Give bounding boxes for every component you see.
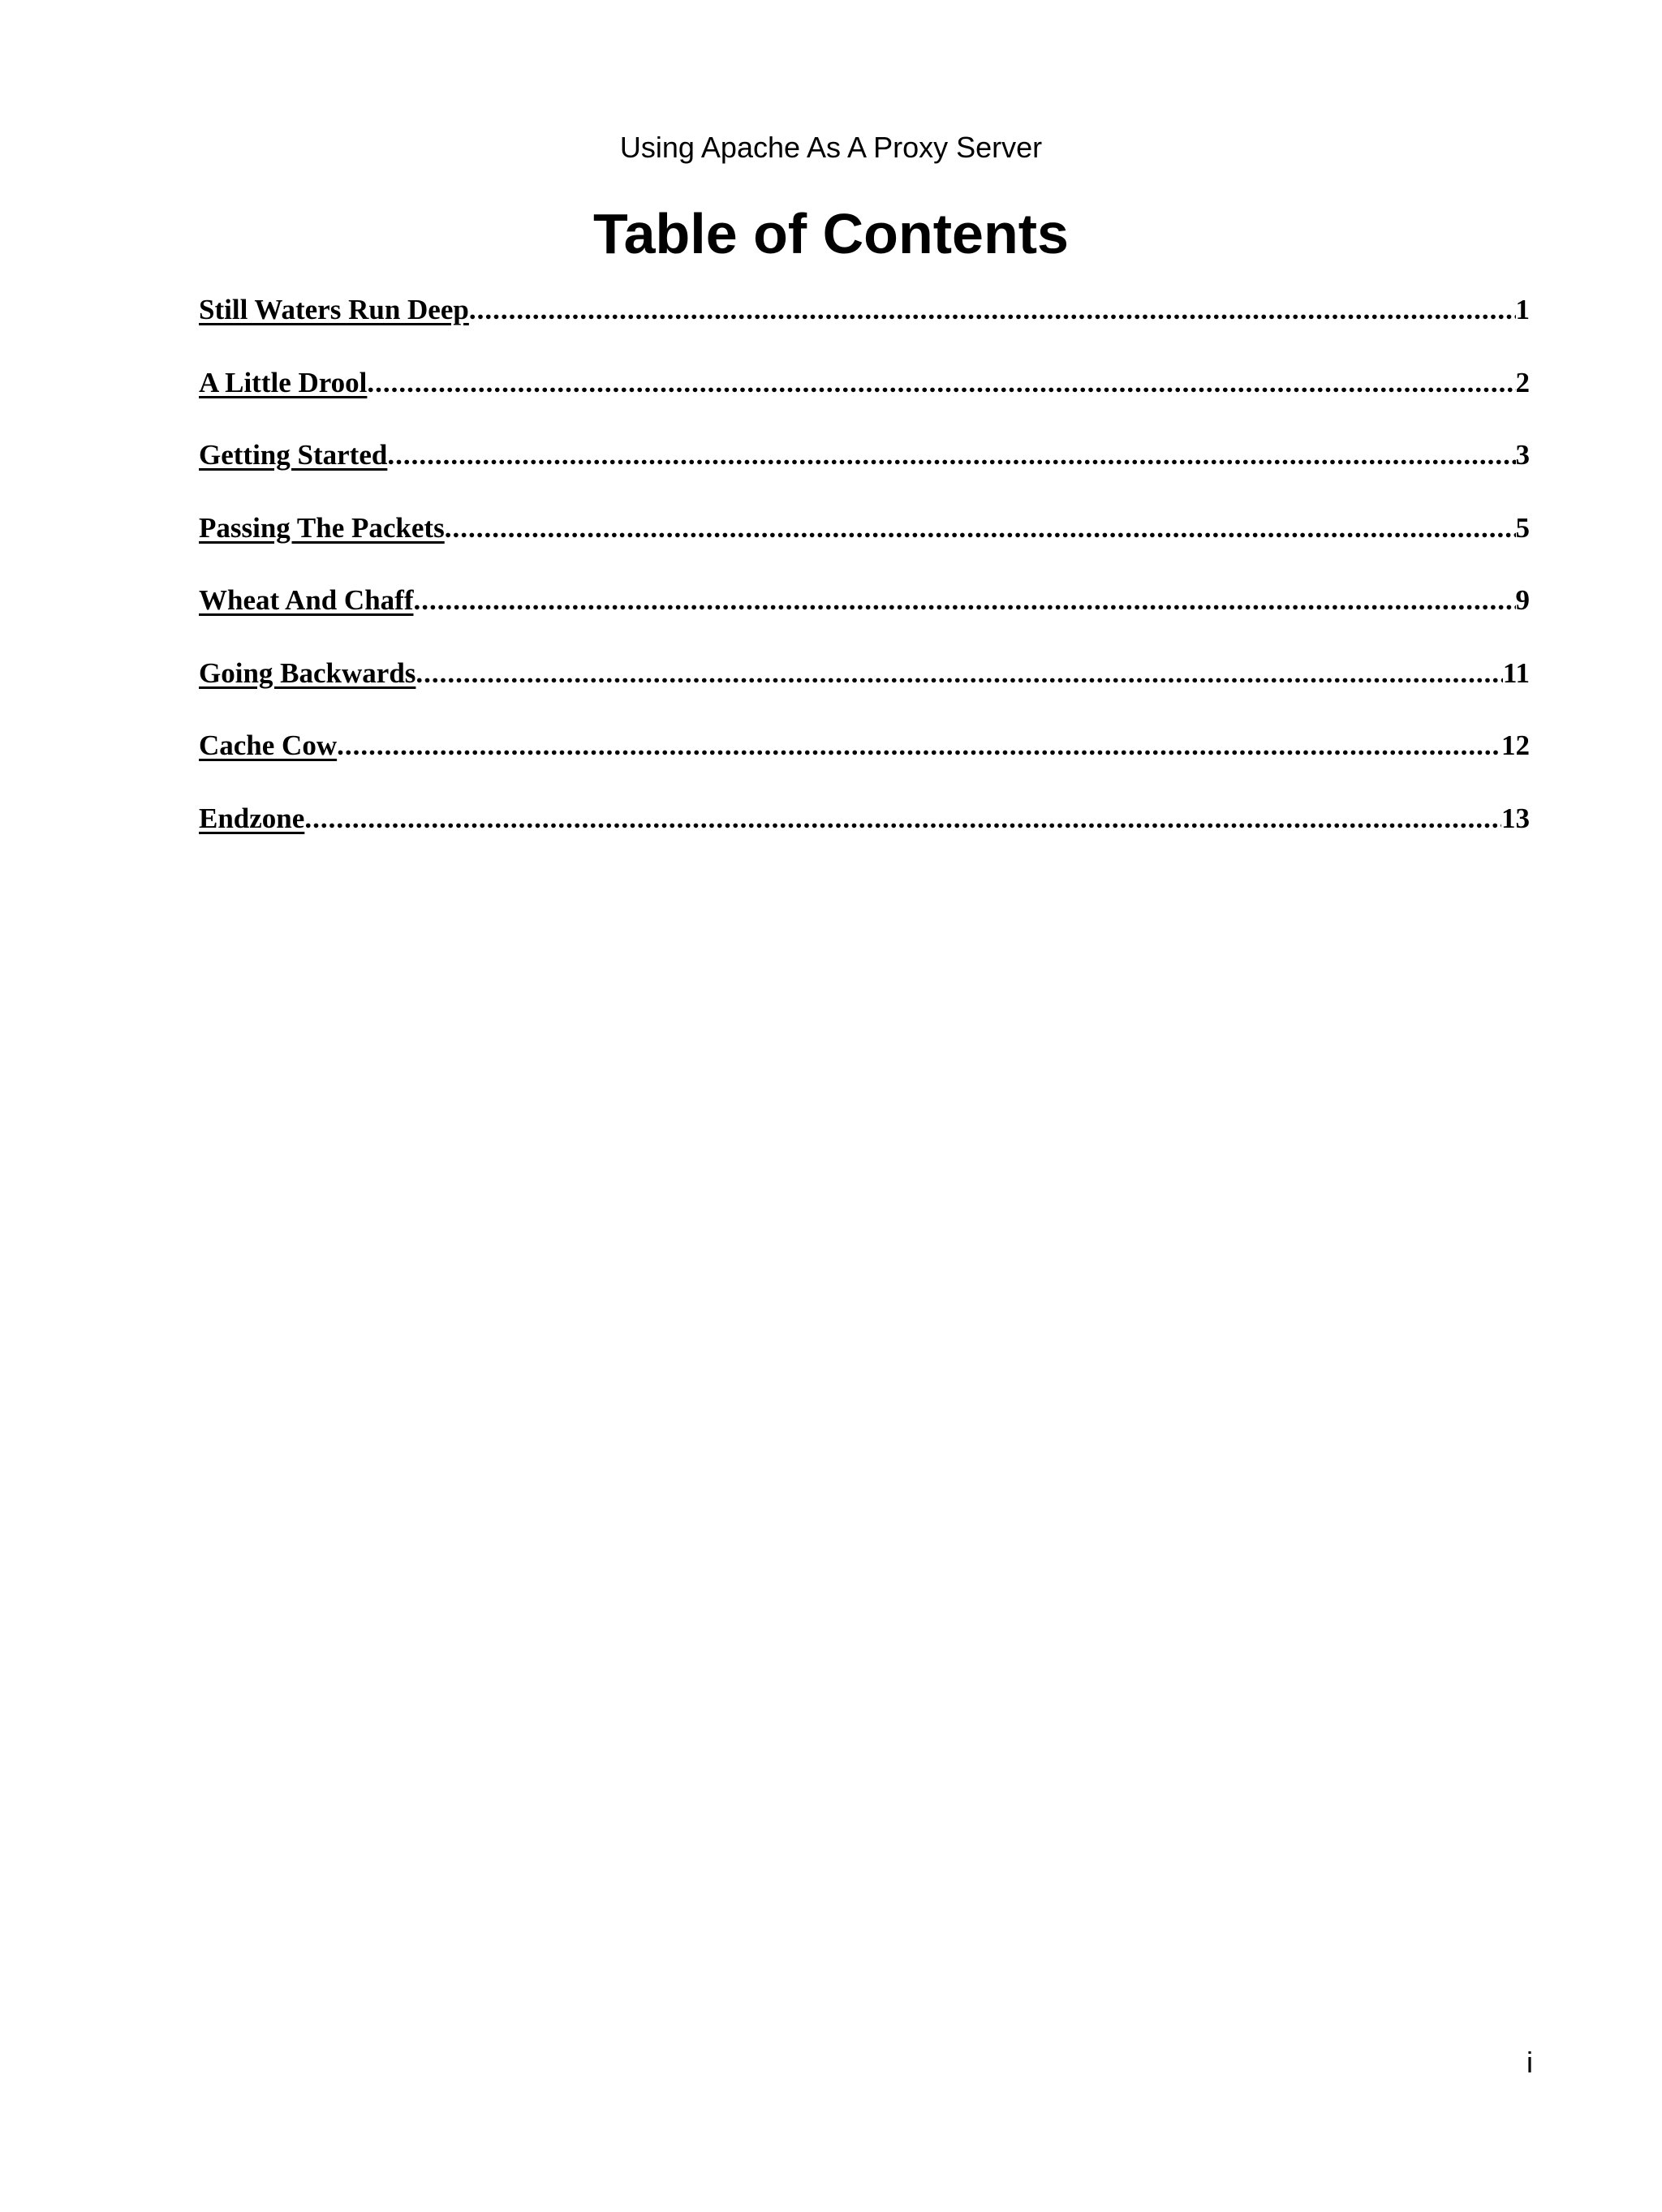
toc-leader-dots (337, 729, 1501, 762)
footer-page-number: i (1526, 2046, 1533, 2079)
toc-entry (199, 367, 1530, 440)
toc-link-wheat-and-chaff[interactable]: Wheat And Chaff (199, 584, 414, 616)
toc-link-getting-started[interactable]: Getting Started (199, 439, 388, 471)
toc-leader-dots (416, 657, 1503, 690)
toc-list (199, 294, 1530, 875)
toc-leader-dots (413, 584, 1515, 617)
toc-link-still-waters-run-deep[interactable]: Still Waters Run Deep (199, 294, 469, 325)
toc-leader-dots (367, 367, 1515, 399)
toc-entry (199, 803, 1530, 876)
toc-page-number: 2 (1515, 366, 1530, 398)
toc-page-number: 12 (1501, 729, 1530, 761)
toc-link-cache-cow[interactable]: Cache Cow (199, 729, 338, 761)
toc-entry (199, 294, 1530, 367)
toc-entry (199, 439, 1530, 512)
toc-entry (199, 657, 1530, 730)
toc-link-going-backwards[interactable]: Going Backwards (199, 656, 416, 689)
toc-entry (199, 584, 1530, 657)
toc-leader-dots (445, 512, 1516, 544)
toc-page-number: 3 (1515, 439, 1530, 471)
running-header: Using Apache As A Proxy Server (619, 131, 1043, 164)
toc-link-a-little-drool[interactable]: A Little Drool (199, 366, 368, 398)
toc-heading: Table of Contents (593, 202, 1069, 265)
toc-page-number: 1 (1515, 294, 1530, 325)
toc-page-number: 11 (1502, 656, 1530, 689)
toc-leader-dots (304, 803, 1501, 835)
toc-entry (199, 729, 1530, 803)
toc-link-endzone[interactable]: Endzone (199, 802, 305, 834)
toc-page-number: 5 (1515, 511, 1530, 544)
toc-entry (199, 512, 1530, 585)
toc-leader-dots (469, 294, 1516, 326)
toc-page-number: 9 (1515, 584, 1530, 616)
toc-leader-dots (387, 439, 1515, 471)
toc-page-number: 13 (1501, 802, 1530, 834)
toc-link-passing-the-packets[interactable]: Passing The Packets (199, 511, 445, 544)
